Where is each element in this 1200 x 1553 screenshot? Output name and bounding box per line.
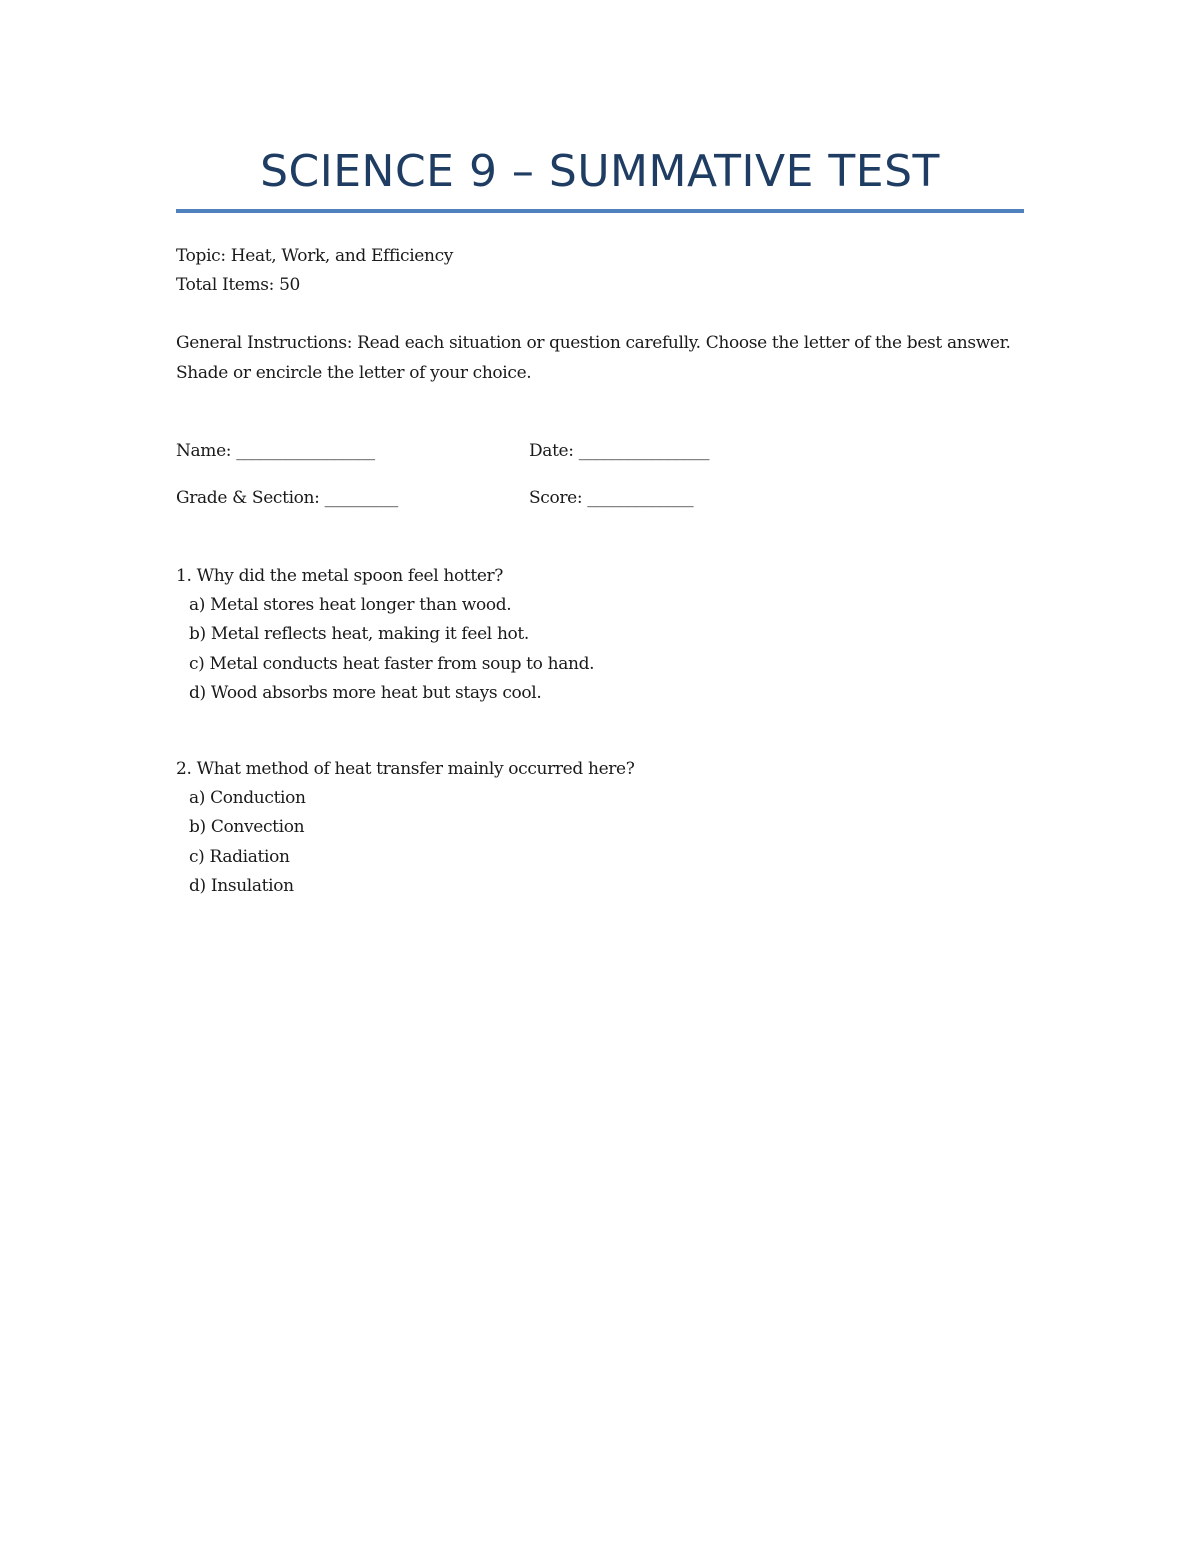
choice-c[interactable]: c) Metal conducts heat faster from soup to hand. (189, 653, 595, 674)
choice-c[interactable]: c) Radiation (189, 846, 290, 867)
total-items-line: Total Items: 50 (176, 275, 301, 295)
choice-a[interactable]: a) Conduction (189, 788, 306, 809)
grade-section-label: Grade & Section: (176, 488, 320, 508)
choice-b[interactable]: b) Convection (189, 817, 305, 838)
name-field[interactable] (176, 439, 375, 463)
choice-d[interactable]: d) Wood absorbs more heat but stays cool. (189, 682, 542, 703)
date-label: Date: (529, 441, 574, 461)
general-instructions: General Instructions: Read each situation or question carefully. Choose the letter of the best answer. Shade or encircle the letter of your choice. (176, 333, 1011, 383)
grade-section-blank[interactable]: _________ (324, 488, 398, 508)
page-title: SCIENCE 9 – SUMMATIVE TEST (260, 146, 940, 197)
date-field[interactable] (529, 439, 709, 463)
choice-d[interactable]: d) Insulation (189, 875, 294, 896)
score-blank[interactable]: _____________ (587, 488, 694, 508)
question-1 (176, 562, 1024, 708)
score-label: Score: (529, 488, 583, 508)
title-divider (176, 209, 1024, 213)
choice-a[interactable]: a) Metal stores heat longer than wood. (189, 595, 512, 616)
question-stem: 1. Why did the metal spoon feel hotter? (176, 566, 504, 586)
score-field[interactable] (529, 486, 693, 510)
choice-b[interactable]: b) Metal reflects heat, making it feel hot. (189, 624, 529, 645)
date-blank[interactable]: ________________ (578, 441, 710, 461)
question-stem: 2. What method of heat transfer mainly occurred here? (176, 759, 635, 779)
name-blank[interactable]: _________________ (236, 441, 375, 461)
question-2 (176, 755, 1024, 901)
name-label: Name: (176, 441, 232, 461)
grade-section-field[interactable] (176, 486, 398, 510)
topic-line: Topic: Heat, Work, and Efficiency (176, 246, 454, 266)
